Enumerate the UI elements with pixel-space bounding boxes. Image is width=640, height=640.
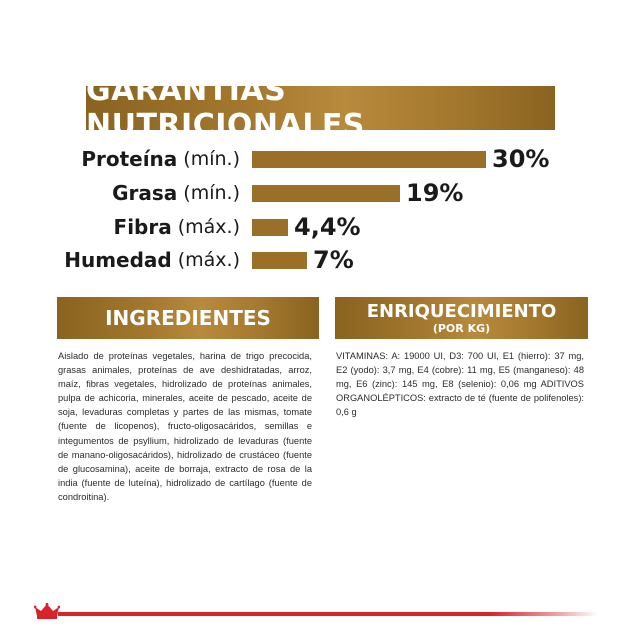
nutrient-bar [252,185,400,202]
nutrient-value: 30% [492,145,550,173]
nutrient-row-protein [0,144,640,174]
nutrient-qualifier: (mín.) [183,148,240,170]
footer-red-line [58,612,598,616]
page-title: GARANTÍAS NUTRICIONALES [86,73,365,143]
nutrient-name: Proteína [81,147,178,171]
nutrient-label [81,144,240,174]
crown-logo-icon [34,603,60,619]
ingredients-text: Aislado de proteínas vegetales, harina de trigo precocida, grasas animales, proteínas de ave deshidratadas, arroz, maíz, fibras vegetales, hidrolizado de proteínas animales, pulpa de achicoria, minerales, aceite de pescado, aceite de soja, levaduras completas y partes de las mismas, tomate (fuente de licopenos), fructo-oligosacáridos, semillas e integumentos de psyllium, hidrolizado de levaduras (fuente de manano-oligosacáridos), hidrolizado de crustáceo (fuente de glucosamina), aceite de borraja, extracto de rosa de la india (fuente de luteína), hidrolizado de cartílago (fuente de condroitina). [58,351,312,502]
nutrient-label [114,212,240,242]
nutrient-row-moisture [0,245,640,275]
nutrient-name: Humedad [64,248,172,272]
nutrient-value: 7% [313,246,354,274]
nutrient-qualifier: (máx.) [177,249,240,271]
nutrient-label [64,245,240,275]
nutritional-guarantees-banner [86,73,555,143]
nutrient-name: Fibra [113,215,172,239]
nutrient-name: Grasa [112,181,178,205]
nutrient-row-fiber [0,212,640,242]
enrichment-title: ENRIQUECIMIENTO [366,300,557,322]
nutrient-value: 19% [406,179,464,207]
nutrient-bar [252,151,486,168]
nutrient-bar [252,219,288,236]
enrichment-subtitle: (POR KG) [432,321,491,335]
nutrient-row-fat [0,178,640,208]
enrichment-header [335,297,588,339]
nutrient-qualifier: (mín.) [183,182,240,204]
nutrient-label [112,178,240,208]
nutrient-value: 4,4% [294,213,361,241]
nutrient-qualifier: (máx.) [177,216,240,238]
nutrient-bar [252,252,307,269]
ingredients-title: INGREDIENTES [105,306,271,330]
enrichment-text: VITAMINAS: A: 19000 UI, D3: 700 UI, E1 (hierro): 37 mg, E2 (yodo): 3,7 mg, E4 (cobre): 11 mg, E5 (manganeso): 48 mg, E6 (zinc): 145 mg, E8 (selenio): 0,06 mg ADITIVOS ORGANOLÉPTICOS: extracto de té (fuente de polifenoles): 0,6 g [336,351,584,418]
ingredients-header [57,297,319,339]
